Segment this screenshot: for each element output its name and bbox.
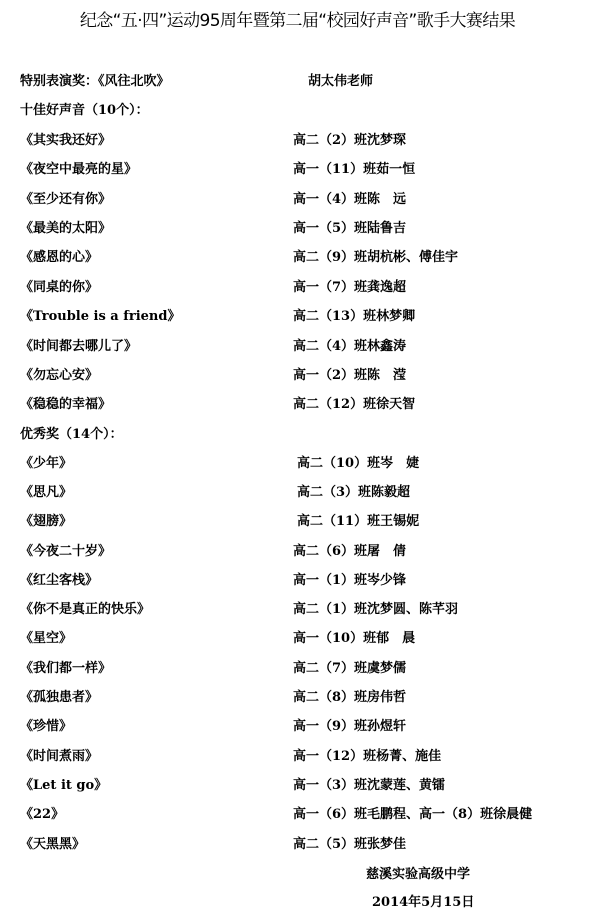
special-award-label: 特别表演奖：《风往北吹》: [20, 74, 170, 89]
song-title: 《星空》: [20, 631, 73, 646]
list-item: [0, 657, 595, 681]
song-title: 《感恩的心》: [20, 250, 99, 265]
song-title: 《至少还有你》: [20, 192, 112, 207]
list-item: [0, 803, 595, 827]
song-title: 《时间煮雨》: [20, 749, 99, 764]
winner-name: 高二（1）班沈梦圆、陈芊羽: [293, 602, 459, 617]
list-item: [0, 627, 595, 651]
song-title: 《Trouble is a friend》: [20, 309, 181, 324]
school-name: 慈溪实验高级中学: [366, 867, 471, 882]
list-item: [0, 217, 595, 241]
winner-name: 高一（3）班沈蒙莲、黄镭: [293, 778, 446, 793]
list-item: [0, 569, 595, 593]
song-title: 《思凡》: [20, 485, 73, 500]
list-item: [0, 715, 595, 739]
winner-name: 高二（7）班虞梦儒: [293, 661, 407, 676]
winner-name: 高一（12）班杨菁、施佳: [293, 749, 442, 764]
winner-name: 高一（7）班龚逸超: [293, 280, 407, 295]
list-item: [0, 481, 595, 505]
song-title: 《Let it go》: [20, 778, 108, 793]
list-item: [0, 305, 595, 329]
song-title: 《勿忘心安》: [20, 368, 99, 383]
winner-name: 高二（13）班林梦卿: [293, 309, 416, 324]
song-title: 《孤独患者》: [20, 690, 99, 705]
list-item: [0, 158, 595, 182]
winner-name: 高一（11）班茹一恒: [293, 162, 416, 177]
song-title: 《你不是真正的快乐》: [20, 602, 151, 617]
list-item: [0, 540, 595, 564]
song-title: 《稳稳的幸福》: [20, 397, 112, 412]
winner-name: 高一（6）班毛鹏程、高一（8）班徐晨健: [293, 807, 533, 822]
song-title: 《同桌的你》: [20, 280, 99, 295]
list-item: [0, 686, 595, 710]
winner-name: 高二（12）班徐天智: [293, 397, 416, 412]
list-item: [0, 598, 595, 622]
excellent-heading: 优秀奖（14个）：: [20, 427, 123, 442]
song-title: 《翅膀》: [20, 514, 73, 529]
song-title: 《天黑黑》: [20, 837, 86, 852]
page-title: 纪念“五·四”运动95周年暨第二届“校园好声音”歌手大赛结果: [79, 11, 516, 31]
winner-name: 高二（11）班王锡妮: [297, 514, 420, 529]
song-title: 《珍惜》: [20, 719, 73, 734]
winner-name: 高一（9）班孙煜轩: [293, 719, 407, 734]
list-item: [0, 452, 595, 476]
song-title: 《今夜二十岁》: [20, 544, 112, 559]
special-award-winner: 胡太伟老师: [308, 74, 374, 89]
list-item: [0, 745, 595, 769]
winner-name: 高一（1）班岑少锋: [293, 573, 407, 588]
list-item: [0, 364, 595, 388]
song-title: 《其实我还好》: [20, 133, 112, 148]
song-title: 《我们都一样》: [20, 661, 112, 676]
winner-name: 高二（6）班屠 倩: [293, 544, 407, 559]
list-item: [0, 833, 595, 857]
winner-name: 高二（8）班房伟哲: [293, 690, 407, 705]
list-item: [0, 774, 595, 798]
song-title: 《最美的太阳》: [20, 221, 112, 236]
list-item: [0, 129, 595, 153]
winner-name: 高二（4）班林鑫涛: [293, 339, 407, 354]
winner-name: 高二（9）班胡杭彬、傅佳宇: [293, 250, 459, 265]
song-title: 《22》: [20, 807, 65, 822]
winner-name: 高二（10）班岑 婕: [297, 456, 420, 471]
winner-name: 高一（2）班陈 滢: [293, 368, 407, 383]
issue-date: 2014年5月15日: [372, 895, 475, 910]
list-item: [0, 335, 595, 359]
song-title: 《夜空中最亮的星》: [20, 162, 138, 177]
winner-name: 高二（5）班张梦佳: [293, 837, 407, 852]
winner-name: 高二（3）班陈毅超: [297, 485, 411, 500]
winner-name: 高一（4）班陈 远: [293, 192, 407, 207]
top-ten-heading: 十佳好声音（10个）：: [20, 103, 149, 118]
song-title: 《少年》: [20, 456, 73, 471]
winner-name: 高二（2）班沈梦琛: [293, 133, 407, 148]
list-item: [0, 276, 595, 300]
song-title: 《红尘客栈》: [20, 573, 99, 588]
list-item: [0, 188, 595, 212]
winner-name: 高一（10）班郁 晨: [293, 631, 416, 646]
list-item: [0, 246, 595, 270]
list-item: [0, 393, 595, 417]
song-title: 《时间都去哪儿了》: [20, 339, 138, 354]
winner-name: 高一（5）班陆鲁吉: [293, 221, 407, 236]
list-item: [0, 510, 595, 534]
